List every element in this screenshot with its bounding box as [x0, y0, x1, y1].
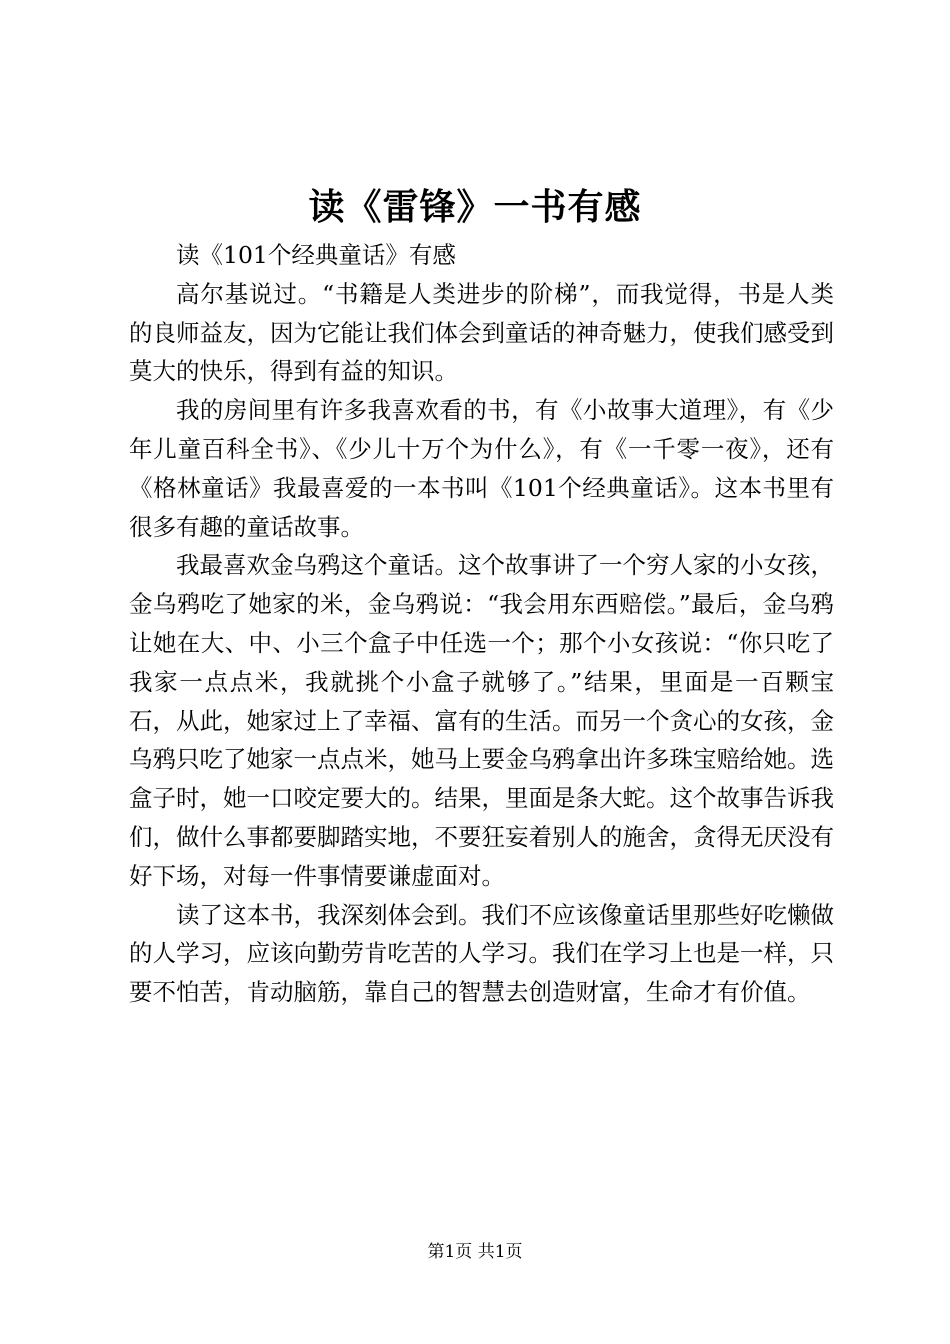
document-body [129, 236, 834, 1012]
body-paragraph: 我最喜欢金乌鸦这个童话。这个故事讲了一个穷人家的小女孩，金乌鸦吃了她家的米，金乌鸦说：“我会用东西赔偿。”最后，金乌鸦让她在大、中、小三个盒子中任选一个；那个小女孩说：“你只吃了我家一点点米，我就挑个小盒子就够了。”结果，里面是一百颗宝石，从此，她家过上了幸福、富有的生活。而另一个贪心的女孩，金乌鸦只吃了她家一点点米，她马上要金乌鸦拿出许多珠宝赔给她。选盒子时，她一口咬定要大的。结果，里面是条大蛇。这个故事告诉我们，做什么事都要脚踏实地，不要狂妄着别人的施舍，贪得无厌没有好下场，对每一件事情要谦虚面对。 [129, 551, 834, 890]
subtitle-paragraph: 读《101个经典童话》有感 [176, 241, 456, 269]
body-paragraph: 我的房间里有许多我喜欢看的书，有《小故事大道理》，有《少年儿童百科全书》、《少儿十万个为什么》，有《一千零一夜》，还有《格林童话》我最喜爱的一本书叫《101个经典童话》。这本书里有很多有趣的童话故事。 [129, 396, 834, 541]
document-title: 读《雷锋》一书有感 [308, 186, 642, 228]
body-paragraph: 高尔基说过。“书籍是人类进步的阶梯”，而我觉得，书是人类的良师益友，因为它能让我们体会到童话的神奇魅力，使我们感受到莫大的快乐，得到有益的知识。 [129, 279, 834, 386]
body-paragraph: 读了这本书，我深刻体会到。我们不应该像童话里那些好吃懒做的人学习，应该向勤劳肯吃苦的人学习。我们在学习上也是一样，只要不怕苦，肯动脑筋，靠自己的智慧去创造财富，生命才有价值。 [129, 900, 834, 1007]
page-number-footer: 第1页 共1页 [427, 1242, 523, 1262]
